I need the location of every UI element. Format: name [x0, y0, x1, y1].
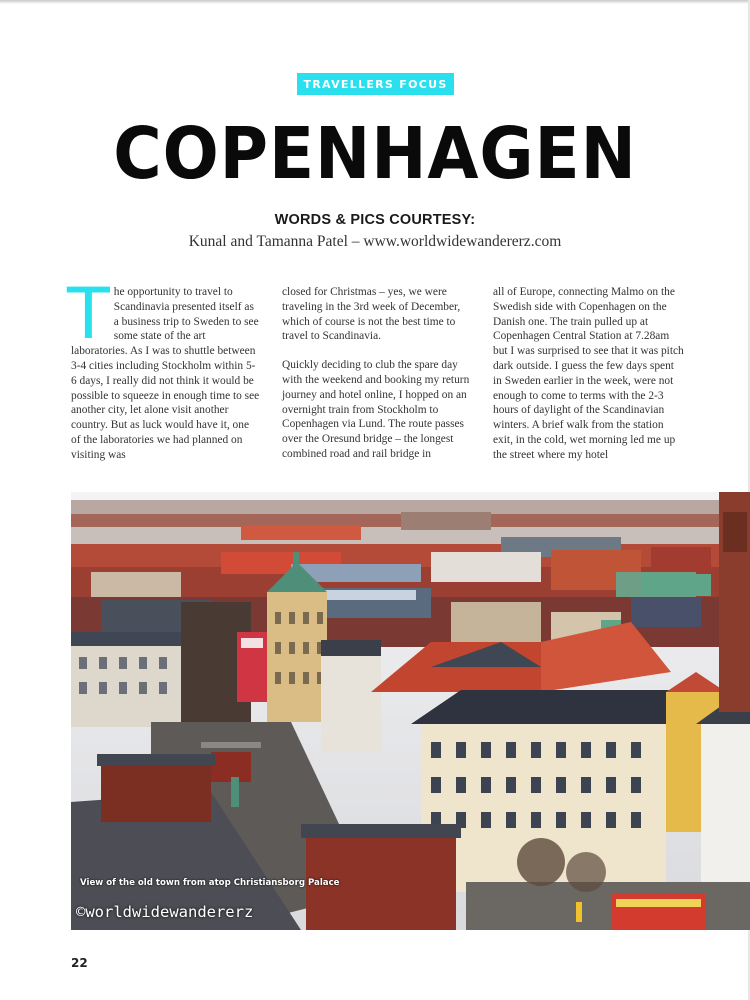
credit-heading: WORDS & PICS COURTESY:: [274, 212, 476, 228]
article-column-3: [493, 285, 685, 477]
city-photo: [71, 492, 750, 930]
article-column-2: [282, 285, 472, 476]
drop-cap: T: [67, 273, 110, 355]
photo-watermark: ©worldwidewandererz: [76, 903, 254, 921]
paragraph-text: he opportunity to travel to Scandinavia presented itself as a business trip to Sweden to see some state of the art laboratories. As I was to shuttle between 3-4 cities including Stockholm within 5-6 days, I really did not think it would be possible to squeeze in enough time to see another city, let alone visit another country. But as luck would have it, one of the laboratories we had planned on visiting was: [71, 286, 260, 461]
page-number: 22: [71, 956, 88, 970]
credit-names: Kunal and Tamanna Patel – www.worldwidewandererz.com: [188, 233, 562, 250]
page-title: COPENHAGEN: [113, 112, 637, 195]
article-paragraph: closed for Christmas – yes, we were traveling in the 3rd week of December, which of course is not the best time to travel to Scandinavia.: [282, 286, 461, 343]
section-kicker: TRAVELLERS FOCUS: [297, 73, 454, 95]
article-paragraph: Quickly deciding to club the spare day with the weekend and booking my return journey and hotel online, I hopped on an overnight train from Stockholm to Copenhagen via Lund. The route passes over the Oresund bridge – the longest combined road and rail bridge in: [282, 359, 470, 460]
city-skyline-illustration: [71, 492, 750, 930]
page-top-edge: [0, 0, 750, 4]
article-paragraph: [67, 273, 261, 463]
article-column-1: [67, 273, 261, 477]
article-paragraph: all of Europe, connecting Malmo on the Swedish side with Copenhagen on the Danish one. The train pulled up at Copenhagen Central Station at 7.28am but I was surprised to see that it was pitch dark outside. I guess the few days spent in Sweden earlier in the week, were not enough to come to terms with the 2-3 hours of daylight of the Scandinavian winters. A brief walk from the station exit, in the cold, wet morning led me up the street where my hotel: [493, 286, 684, 461]
photo-caption: View of the old town from atop Christiansborg Palace: [80, 878, 340, 888]
